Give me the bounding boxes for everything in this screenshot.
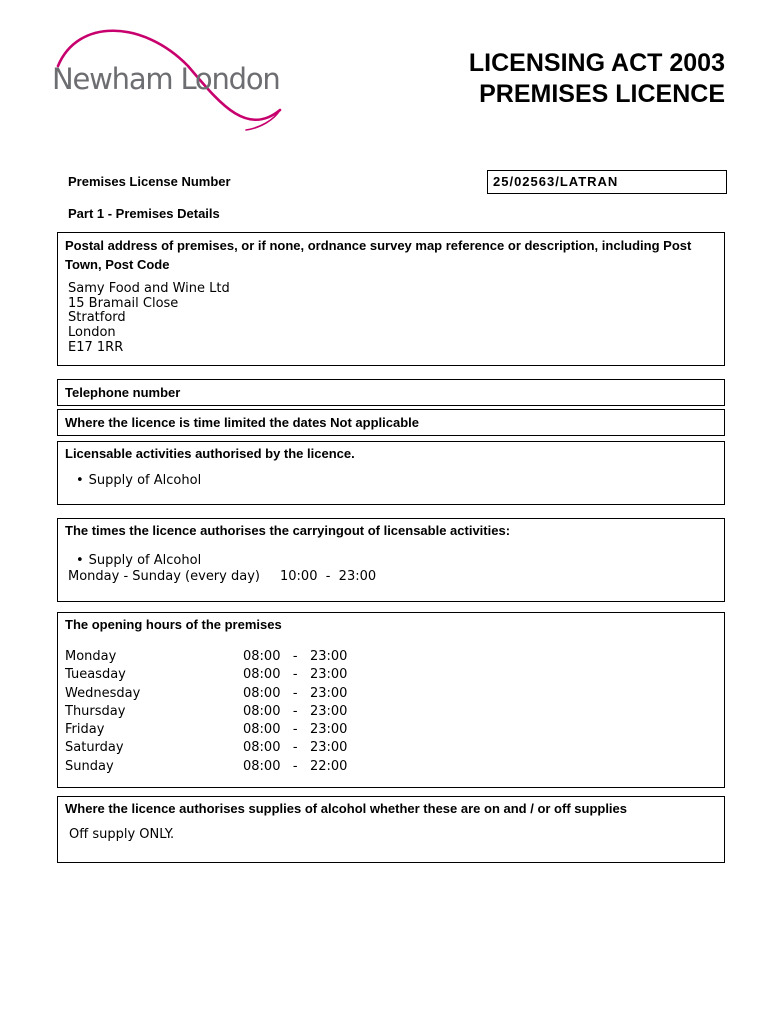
opening-hours-row [58, 648, 724, 666]
hours: 08:00 - 23:00 [243, 667, 348, 683]
hours: 08:00 - 23:00 [243, 649, 348, 664]
postal-address-header: Postal address of premises, or if none, ordnance survey map reference or description, including Post Town, Post Code [65, 238, 692, 272]
hours: 08:00 - 22:00 [243, 758, 348, 774]
licensable-activities-section [57, 441, 725, 505]
opening-hours-row [58, 758, 724, 776]
opening-hours-row [58, 666, 724, 684]
licensable-activities-header: Licensable activities authorised by the licence. [65, 446, 355, 461]
licence-number-box [487, 170, 727, 194]
address-line: 15 Bramail Close [68, 295, 179, 311]
licensed-times-row [58, 568, 724, 584]
day: Friday [65, 722, 105, 738]
time-limited-header: Where the licence is time limited the dates Not applicable [65, 415, 419, 430]
logo-wordmark: Newham London [52, 62, 280, 96]
licensed-times-header: The times the licence authorises the carryingout of licensable activities: [65, 523, 511, 538]
opening-hours-header: The opening hours of the premises [65, 617, 282, 632]
supplies-header: Where the licence authorises supplies of alcohol whether these are on and / or off supplies [65, 801, 628, 816]
address-line: London [68, 325, 116, 341]
licensed-hours: 10:00 - 23:00 [280, 569, 377, 584]
telephone-section [57, 379, 725, 406]
address-line: Stratford [68, 310, 126, 326]
licence-number-value: 25/02563/LATRAN [493, 174, 619, 189]
postal-address-section [57, 232, 725, 366]
opening-hours-section [57, 612, 725, 788]
day: Tueasday [65, 667, 126, 683]
opening-hours-row [58, 721, 724, 739]
postal-address-lines [58, 274, 724, 356]
activity-item: • Supply of Alcohol [58, 463, 724, 488]
supplies-section [57, 796, 725, 863]
hours: 08:00 - 23:00 [243, 703, 348, 719]
newham-london-logo [48, 26, 308, 132]
document-title [469, 48, 725, 110]
licensed-activity-item: • Supply of Alcohol [58, 540, 724, 568]
opening-hours-row [58, 685, 724, 703]
licensed-times-section [57, 518, 725, 602]
telephone-header: Telephone number [65, 385, 181, 400]
title-line-1: LICENSING ACT 2003 [468, 49, 725, 77]
day: Monday [65, 649, 117, 664]
day: Saturday [65, 740, 124, 756]
part1-label: Part 1 - Premises Details [68, 206, 220, 221]
address-line: E17 1RR [68, 339, 124, 355]
hours: 08:00 - 23:00 [243, 722, 348, 738]
hours: 08:00 - 23:00 [243, 740, 348, 756]
opening-hours-table [58, 634, 724, 776]
opening-hours-row [58, 739, 724, 757]
time-limited-section [57, 409, 725, 436]
title-line-2: PREMISES LICENCE [479, 80, 725, 108]
day: Wednesday [65, 685, 141, 701]
hours: 08:00 - 23:00 [243, 685, 348, 701]
supplies-value: Off supply ONLY. [69, 827, 175, 842]
day: Thursday [65, 703, 126, 719]
licence-number-label: Premises License Number [68, 174, 231, 189]
licensed-days: Monday - Sunday (every day) [68, 569, 260, 584]
address-line: Samy Food and Wine Ltd [68, 281, 230, 296]
day: Sunday [65, 758, 114, 774]
opening-hours-row [58, 703, 724, 721]
